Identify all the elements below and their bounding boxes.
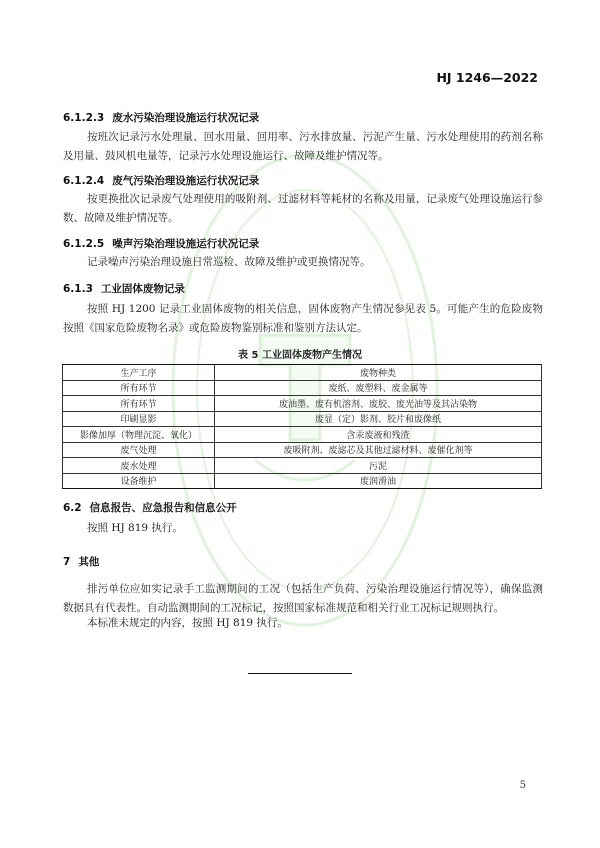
table-caption: 表 5 工业固体废物产生情况 xyxy=(238,350,362,361)
end-rule xyxy=(248,673,352,674)
paragraph-7-2: 本标准未规定的内容，按照 HJ 819 执行。 xyxy=(87,617,288,629)
cell-waste-type: 废吸附剂、废滤芯及其他过滤材料、废催化剂等 xyxy=(215,442,542,458)
section-heading-6-1-3 xyxy=(63,281,185,296)
section-heading-6-1-2-4 xyxy=(63,173,259,188)
page-number: 5 xyxy=(519,780,526,791)
cell-process: 印刷显影 xyxy=(63,411,215,427)
section-heading-7 xyxy=(63,554,99,569)
table-row xyxy=(63,411,542,427)
cell-waste-type: 废油墨、废有机溶剂、废胶、废光油等及其沾染物 xyxy=(215,396,542,412)
paragraph-6-2: 按照 HJ 819 执行。 xyxy=(87,522,183,534)
section-title: 其他 xyxy=(78,556,100,568)
table-row xyxy=(63,458,542,474)
cell-waste-type: 废纸、废塑料、废金属等 xyxy=(215,380,542,396)
table-row xyxy=(63,442,542,458)
cell-waste-type: 废润滑油 xyxy=(215,473,542,489)
document-id: HJ 1246—2022 xyxy=(436,70,538,85)
cell-waste-type: 废显（定）影剂、胶片和废像纸 xyxy=(215,411,542,427)
column-header-process: 生产工序 xyxy=(63,365,215,381)
section-title: 废水污染治理设施运行状况记录 xyxy=(112,112,260,124)
paragraph-6-1-2-3: 按班次记录污水处理量、回水用量、回用率、污水排放量、污泥产生量、污水处理使用的药剂名称及用量、鼓风机电量等，记录污水处理设施运行、故障及维护情况等。 xyxy=(63,131,543,162)
table-row xyxy=(63,473,542,489)
cell-process: 废水处理 xyxy=(63,458,215,474)
cell-process: 所有环节 xyxy=(63,380,215,396)
section-heading-6-1-2-3 xyxy=(63,110,259,125)
section-number: 6.2 xyxy=(63,502,82,514)
cell-process: 影像加厚（物理沉淀、氧化） xyxy=(63,427,215,443)
cell-process: 所有环节 xyxy=(63,396,215,412)
table-row xyxy=(63,427,542,443)
section-number: 7 xyxy=(63,556,71,568)
section-number: 6.1.2.4 xyxy=(63,175,105,187)
cell-waste-type: 含汞废液和残渣 xyxy=(215,427,542,443)
section-number: 6.1.2.5 xyxy=(63,238,105,250)
section-heading-6-1-2-5 xyxy=(63,236,259,251)
section-heading-6-2 xyxy=(63,500,237,515)
table-row xyxy=(63,396,542,412)
section-title: 工业固体废物记录 xyxy=(100,283,185,295)
cell-waste-type: 污泥 xyxy=(215,458,542,474)
table-row xyxy=(63,380,542,396)
section-number: 6.1.2.3 xyxy=(63,112,105,124)
cell-process: 废气处理 xyxy=(63,442,215,458)
section-title: 废气污染治理设施运行状况记录 xyxy=(112,175,260,187)
section-title: 噪声污染治理设施运行状况记录 xyxy=(112,238,260,250)
column-header-waste-type: 废物种类 xyxy=(215,365,542,381)
paragraph-7-1: 排污单位应如实记录手工监测期间的工况（包括生产负荷、污染治理设施运行情况等），确保监测数据具有代表性。自动监测期间的工况标记，按照国家标准规范和相关行业工况标记规则执行。 xyxy=(63,583,543,614)
section-title: 信息报告、应急报告和信息公开 xyxy=(89,502,237,514)
paragraph-6-1-2-5: 记录噪声污染治理设施日常巡检、故障及维护或更换情况等。 xyxy=(87,256,371,268)
solid-waste-table xyxy=(62,364,542,489)
paragraph-6-1-2-4: 按更换批次记录废气处理使用的吸附剂、过滤材料等耗材的名称及用量，记录废气处理设施运行参数、故障及维护情况等。 xyxy=(63,193,543,224)
section-number: 6.1.3 xyxy=(63,283,93,295)
paragraph-6-1-3: 按照 HJ 1200 记录工业固体废物的相关信息，固体废物产生情况参见表 5。可能产生的危险废物按照《国家危险废物名录》或危险废物鉴别标准和鉴别方法认定。 xyxy=(63,303,543,334)
cell-process: 设备维护 xyxy=(63,473,215,489)
table-header-row xyxy=(63,365,542,381)
